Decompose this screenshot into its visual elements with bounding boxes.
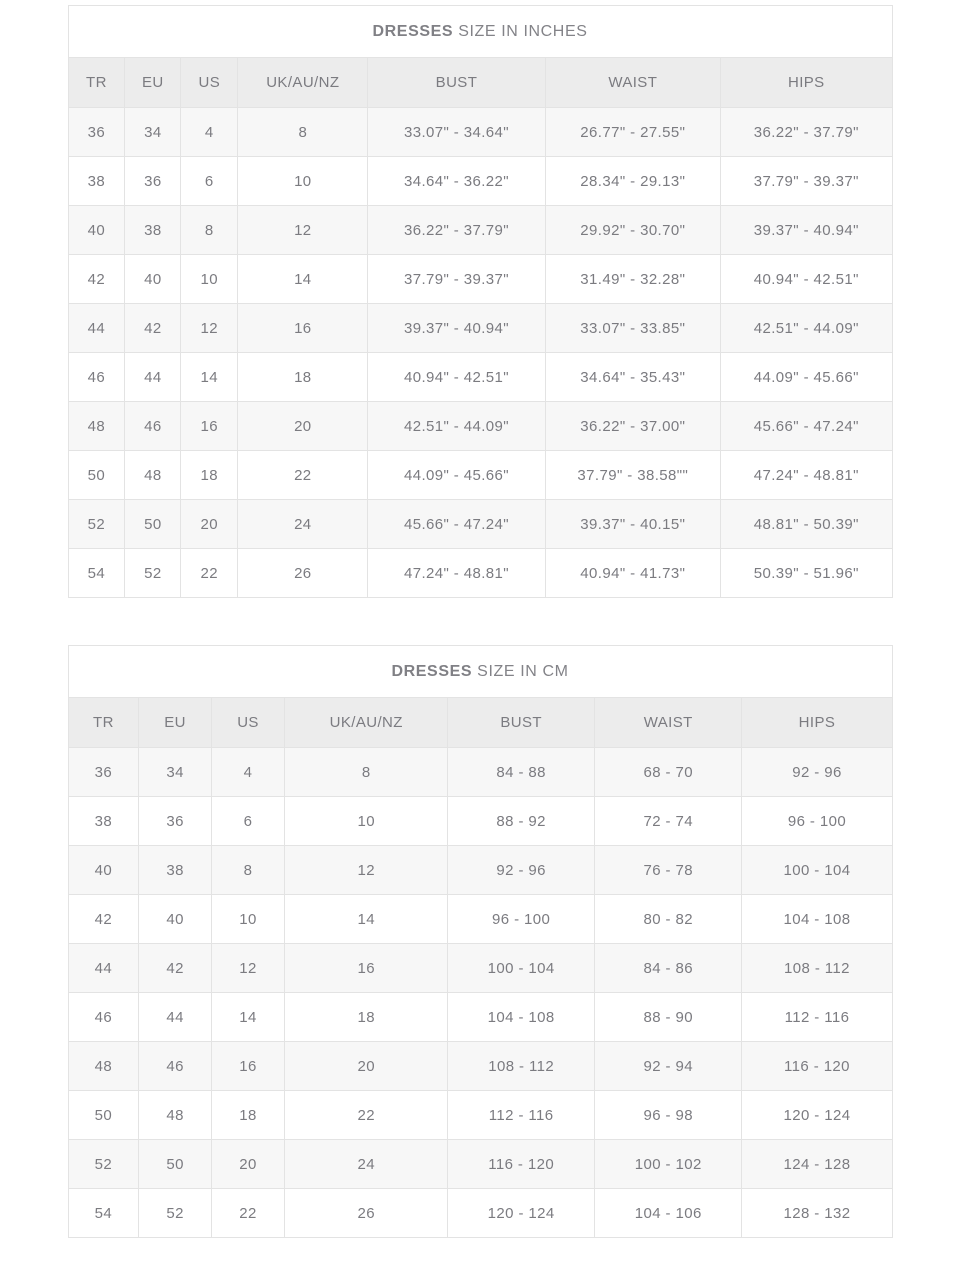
table-cell: 96 - 100 xyxy=(448,895,595,944)
table-cell: 48 xyxy=(125,451,181,500)
table-row xyxy=(68,353,892,402)
table-cell: 14 xyxy=(181,353,238,402)
table-cell: 38 xyxy=(68,157,125,206)
table-row xyxy=(68,549,892,598)
table-cell: 42 xyxy=(125,304,181,353)
table-cell: 44.09" - 45.66" xyxy=(721,353,892,402)
table-cell: 76 - 78 xyxy=(595,846,742,895)
table-cell: 100 - 104 xyxy=(448,944,595,993)
table-cell: 92 - 96 xyxy=(448,846,595,895)
table-row xyxy=(68,993,892,1042)
table-cell: 42.51" - 44.09" xyxy=(368,402,545,451)
table-cell: 46 xyxy=(68,993,139,1042)
table-cell: 50 xyxy=(125,500,181,549)
table-cell: 46 xyxy=(139,1042,212,1091)
table-cell: 48 xyxy=(68,1042,139,1091)
table-cell: 88 - 90 xyxy=(595,993,742,1042)
table-cell: 108 - 112 xyxy=(742,944,892,993)
table-cell: 10 xyxy=(211,895,284,944)
column-header: EU xyxy=(125,58,181,108)
table-cell: 18 xyxy=(211,1091,284,1140)
table-cell: 40 xyxy=(68,206,125,255)
table-cell: 42 xyxy=(68,255,125,304)
table-row xyxy=(68,108,892,157)
table-cell: 22 xyxy=(285,1091,448,1140)
table-cell: 54 xyxy=(68,1189,139,1238)
table-cell: 12 xyxy=(211,944,284,993)
column-header: UK/AU/NZ xyxy=(238,58,368,108)
table-cell: 34.64" - 35.43" xyxy=(545,353,721,402)
table-cell: 44 xyxy=(139,993,212,1042)
table-row xyxy=(68,944,892,993)
table-row xyxy=(68,157,892,206)
table-title-row xyxy=(68,6,892,58)
table-cell: 38 xyxy=(125,206,181,255)
table-cell: 112 - 116 xyxy=(742,993,892,1042)
table-cell: 39.37" - 40.94" xyxy=(368,304,545,353)
table-cell: 52 xyxy=(125,549,181,598)
table-row xyxy=(68,1189,892,1238)
table-cell: 46 xyxy=(68,353,125,402)
table-cell: 10 xyxy=(238,157,368,206)
table-cell: 31.49" - 32.28" xyxy=(545,255,721,304)
table-cell: 36 xyxy=(139,797,212,846)
table-title-bold: DRESSES xyxy=(391,662,473,680)
size-table-cm xyxy=(68,645,893,1238)
table-cell: 124 - 128 xyxy=(742,1140,892,1189)
column-header: TR xyxy=(68,698,139,748)
table-cell: 28.34" - 29.13" xyxy=(545,157,721,206)
table-cell: 40 xyxy=(68,846,139,895)
table-title-row xyxy=(68,646,892,698)
table-cell: 84 - 88 xyxy=(448,748,595,797)
table-cell: 44 xyxy=(68,304,125,353)
table-cell: 22 xyxy=(181,549,238,598)
table-cell: 45.66" - 47.24" xyxy=(721,402,892,451)
table-cell: 40 xyxy=(139,895,212,944)
table-cell: 16 xyxy=(238,304,368,353)
table-cell: 8 xyxy=(285,748,448,797)
table-cell: 26.77" - 27.55" xyxy=(545,108,721,157)
table-row xyxy=(68,402,892,451)
column-header: WAIST xyxy=(545,58,721,108)
table-cell: 6 xyxy=(211,797,284,846)
table-cell: 44 xyxy=(68,944,139,993)
table-cell: 116 - 120 xyxy=(742,1042,892,1091)
table-cell: 88 - 92 xyxy=(448,797,595,846)
table-cell: 39.37" - 40.94" xyxy=(721,206,892,255)
table-cell: 37.79" - 39.37" xyxy=(368,255,545,304)
table-cell: 18 xyxy=(238,353,368,402)
table-cell: 104 - 108 xyxy=(448,993,595,1042)
table-cell: 34.64" - 36.22" xyxy=(368,157,545,206)
table-row xyxy=(68,1042,892,1091)
column-header: US xyxy=(211,698,284,748)
table-row xyxy=(68,206,892,255)
table-row xyxy=(68,895,892,944)
column-header: EU xyxy=(139,698,212,748)
table-cell: 6 xyxy=(181,157,238,206)
table-cell: 16 xyxy=(285,944,448,993)
column-header: US xyxy=(181,58,238,108)
table-cell: 120 - 124 xyxy=(742,1091,892,1140)
table-cell: 36 xyxy=(68,108,125,157)
table-row xyxy=(68,797,892,846)
table-cell: 22 xyxy=(238,451,368,500)
table-cell: 16 xyxy=(181,402,238,451)
table-cell: 20 xyxy=(181,500,238,549)
table-cell: 38 xyxy=(139,846,212,895)
table-cell: 33.07" - 33.85" xyxy=(545,304,721,353)
column-header: BUST xyxy=(448,698,595,748)
table-cell: 54 xyxy=(68,549,125,598)
table-cell: 44 xyxy=(125,353,181,402)
table-cell: 84 - 86 xyxy=(595,944,742,993)
table-cell: 37.79" - 38.58"" xyxy=(545,451,721,500)
table-cell: 47.24" - 48.81" xyxy=(368,549,545,598)
column-header: TR xyxy=(68,58,125,108)
table-cell: 44.09" - 45.66" xyxy=(368,451,545,500)
table-cell: 50 xyxy=(68,1091,139,1140)
table-cell: 24 xyxy=(238,500,368,549)
table-cell: 36 xyxy=(68,748,139,797)
table-row xyxy=(68,255,892,304)
column-header: UK/AU/NZ xyxy=(285,698,448,748)
table-cell: 40.94" - 42.51" xyxy=(721,255,892,304)
table-cell: 33.07" - 34.64" xyxy=(368,108,545,157)
table-title-bold: DRESSES xyxy=(372,22,454,40)
table-cell: 18 xyxy=(285,993,448,1042)
table-cell: 100 - 102 xyxy=(595,1140,742,1189)
size-charts xyxy=(68,5,893,1238)
table-cell: 22 xyxy=(211,1189,284,1238)
table-cell: 36 xyxy=(125,157,181,206)
table-cell: 4 xyxy=(181,108,238,157)
table-cell: 8 xyxy=(238,108,368,157)
table-cell: 26 xyxy=(285,1189,448,1238)
table-row xyxy=(68,846,892,895)
table-cell: 50 xyxy=(68,451,125,500)
table-cell: 42 xyxy=(139,944,212,993)
table-cell: 47.24" - 48.81" xyxy=(721,451,892,500)
table-cell: 10 xyxy=(285,797,448,846)
table-cell: 80 - 82 xyxy=(595,895,742,944)
table-cell: 104 - 106 xyxy=(595,1189,742,1238)
table-row xyxy=(68,451,892,500)
table-cell: 40 xyxy=(125,255,181,304)
table-cell: 45.66" - 47.24" xyxy=(368,500,545,549)
table-cell: 48 xyxy=(139,1091,212,1140)
table-cell: 12 xyxy=(181,304,238,353)
column-header: BUST xyxy=(368,58,545,108)
table-title: DRESSES SIZE IN INCHES xyxy=(68,6,892,58)
table-cell: 37.79" - 39.37" xyxy=(721,157,892,206)
table-cell: 92 - 96 xyxy=(742,748,892,797)
table-cell: 108 - 112 xyxy=(448,1042,595,1091)
table-cell: 29.92" - 30.70" xyxy=(545,206,721,255)
table-cell: 40.94" - 42.51" xyxy=(368,353,545,402)
table-cell: 48.81" - 50.39" xyxy=(721,500,892,549)
table-cell: 52 xyxy=(139,1189,212,1238)
table-cell: 34 xyxy=(125,108,181,157)
table-cell: 12 xyxy=(285,846,448,895)
table-row xyxy=(68,500,892,549)
table-cell: 128 - 132 xyxy=(742,1189,892,1238)
table-cell: 112 - 116 xyxy=(448,1091,595,1140)
table-row xyxy=(68,748,892,797)
column-header: WAIST xyxy=(595,698,742,748)
table-row xyxy=(68,304,892,353)
table-cell: 26 xyxy=(238,549,368,598)
table-cell: 20 xyxy=(285,1042,448,1091)
column-header-row xyxy=(68,58,892,108)
table-cell: 8 xyxy=(211,846,284,895)
table-cell: 40.94" - 41.73" xyxy=(545,549,721,598)
column-header: HIPS xyxy=(721,58,892,108)
table-title: DRESSES SIZE IN CM xyxy=(68,646,892,698)
table-cell: 36.22" - 37.00" xyxy=(545,402,721,451)
table-cell: 68 - 70 xyxy=(595,748,742,797)
table-cell: 14 xyxy=(211,993,284,1042)
table-row xyxy=(68,1140,892,1189)
table-cell: 12 xyxy=(238,206,368,255)
column-header-row xyxy=(68,698,892,748)
table-cell: 34 xyxy=(139,748,212,797)
table-cell: 50.39" - 51.96" xyxy=(721,549,892,598)
table-cell: 14 xyxy=(238,255,368,304)
size-table-inches xyxy=(68,5,893,598)
table-cell: 116 - 120 xyxy=(448,1140,595,1189)
table-cell: 46 xyxy=(125,402,181,451)
table-cell: 18 xyxy=(181,451,238,500)
table-cell: 92 - 94 xyxy=(595,1042,742,1091)
table-cell: 10 xyxy=(181,255,238,304)
table-cell: 36.22" - 37.79" xyxy=(721,108,892,157)
table-cell: 36.22" - 37.79" xyxy=(368,206,545,255)
table-cell: 96 - 98 xyxy=(595,1091,742,1140)
table-cell: 39.37" - 40.15" xyxy=(545,500,721,549)
table-cell: 50 xyxy=(139,1140,212,1189)
table-cell: 8 xyxy=(181,206,238,255)
table-cell: 104 - 108 xyxy=(742,895,892,944)
table-cell: 42.51" - 44.09" xyxy=(721,304,892,353)
table-cell: 72 - 74 xyxy=(595,797,742,846)
table-cell: 24 xyxy=(285,1140,448,1189)
table-cell: 16 xyxy=(211,1042,284,1091)
table-cell: 4 xyxy=(211,748,284,797)
table-row xyxy=(68,1091,892,1140)
table-cell: 52 xyxy=(68,500,125,549)
table-cell: 20 xyxy=(211,1140,284,1189)
table-cell: 38 xyxy=(68,797,139,846)
table-cell: 48 xyxy=(68,402,125,451)
table-cell: 20 xyxy=(238,402,368,451)
table-cell: 42 xyxy=(68,895,139,944)
column-header: HIPS xyxy=(742,698,892,748)
table-cell: 100 - 104 xyxy=(742,846,892,895)
table-cell: 120 - 124 xyxy=(448,1189,595,1238)
table-cell: 14 xyxy=(285,895,448,944)
table-cell: 96 - 100 xyxy=(742,797,892,846)
table-cell: 52 xyxy=(68,1140,139,1189)
